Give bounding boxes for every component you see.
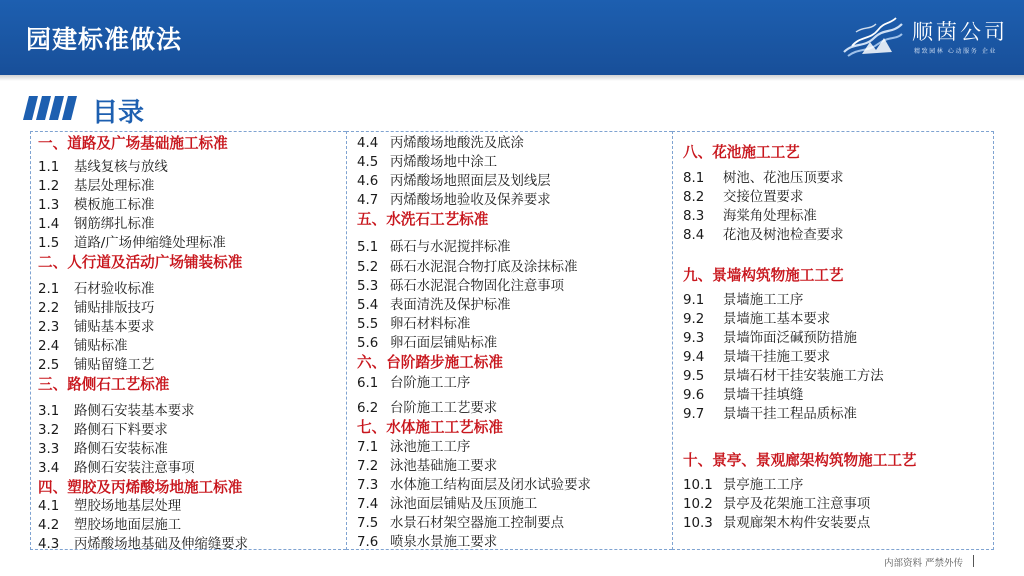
toc-item [357, 239, 511, 257]
toc-item-label: 海棠角处理标准 [723, 209, 817, 224]
logo-icon [840, 12, 906, 60]
toc-item-label: 铺贴标准 [74, 339, 128, 354]
toc-item-label: 塑胶场地面层施工 [74, 518, 182, 533]
toc-item [683, 387, 803, 405]
toc-item [357, 335, 497, 353]
toc-item-number: 6.2 [357, 401, 379, 416]
toc-item [683, 311, 830, 329]
toc-item [683, 330, 857, 348]
toc-item-number: 10.1 [683, 478, 713, 493]
toc-item-label: 景墙施工基本要求 [723, 312, 831, 327]
toc-item [38, 517, 181, 535]
toc-item-label: 景亭及花架施工注意事项 [723, 497, 871, 512]
toc-chapter-heading: 七、水体施工工艺标准 [357, 419, 503, 436]
toc-item-label: 景亭施工工序 [723, 478, 804, 493]
toc-item-number: 7.2 [357, 459, 379, 474]
toc-item-number: 1.3 [38, 198, 60, 213]
toc-item-number: 3.1 [38, 404, 60, 419]
toc-item [357, 477, 591, 495]
toc-item-label: 台阶施工工序 [390, 376, 471, 391]
toc-item [38, 319, 154, 337]
toc-item-number: 1.2 [38, 179, 60, 194]
toc-item [357, 515, 564, 533]
toc-item-label: 表面清洗及保护标准 [390, 298, 511, 313]
toc-item-label: 水体施工结构面层及闭水试验要求 [390, 478, 591, 493]
toc-item-label: 景墙干挂填缝 [723, 388, 804, 403]
heading-stripes-icon [24, 96, 80, 120]
toc-item-label: 花池及树池检查要求 [723, 228, 844, 243]
page-title: 园建标准做法 [26, 25, 183, 54]
toc-item-label: 铺贴排版技巧 [74, 301, 155, 316]
toc-item-label: 砾石与水泥搅拌标准 [390, 240, 511, 255]
toc-item-number: 7.1 [357, 440, 379, 455]
toc-chapter-heading: 八、花池施工工艺 [683, 144, 800, 161]
toc-item-label: 砾石水泥混合物固化注意事项 [390, 279, 565, 294]
toc-item [357, 375, 470, 393]
toc-item [357, 400, 497, 418]
toc-item-number: 4.2 [38, 518, 60, 533]
toc-chapter-heading: 二、人行道及活动广场铺装标准 [38, 254, 243, 271]
toc-item-number: 1.5 [38, 236, 60, 251]
toc-item-number: 9.2 [683, 312, 705, 327]
toc-item-label: 景观廊架木构件安装要点 [723, 516, 871, 531]
toc-item [357, 154, 497, 172]
toc-item-number: 4.1 [38, 499, 60, 514]
toc-item-label: 模板施工标准 [74, 198, 155, 213]
toc-item-label: 铺贴基本要求 [74, 320, 155, 335]
toc-item-label: 铺贴留缝工艺 [74, 358, 155, 373]
toc-item [357, 278, 564, 296]
toc-item [683, 496, 870, 514]
toc-chapter-heading: 四、塑胶及丙烯酸场地施工标准 [38, 479, 243, 496]
toc-item-label: 泳池基础施工要求 [390, 459, 498, 474]
toc-item-label: 路侧石下料要求 [74, 423, 168, 438]
toc-item-number: 9.3 [683, 331, 705, 346]
toc-chapter-heading: 一、道路及广场基础施工标准 [38, 135, 228, 152]
toc-item-number: 4.5 [357, 155, 379, 170]
toc-item [38, 403, 195, 421]
toc-item-number: 6.1 [357, 376, 379, 391]
toc-item-number: 9.7 [683, 407, 705, 422]
toc-item-label: 景墙石材干挂安装施工方法 [723, 369, 884, 384]
toc-item [357, 297, 511, 315]
toc-item [357, 173, 551, 191]
toc-item-number: 8.3 [683, 209, 705, 224]
toc-item [38, 178, 154, 196]
toc-item-number: 5.6 [357, 336, 379, 351]
toc-item [38, 159, 168, 177]
toc-item-label: 丙烯酸场地基础及伸缩缝要求 [74, 537, 249, 552]
toc-item [38, 357, 154, 375]
toc-item-number: 7.6 [357, 535, 379, 550]
toc-item-label: 丙烯酸场地酸洗及底涂 [390, 136, 524, 151]
toc-item-label: 交接位置要求 [723, 190, 804, 205]
toc-item-number: 1.1 [38, 160, 60, 175]
toc-item [38, 281, 154, 299]
toc-item-number: 5.3 [357, 279, 379, 294]
toc-item-label: 钢筋绑扎标准 [74, 217, 155, 232]
toc-item [38, 422, 168, 440]
toc-item [38, 460, 195, 478]
toc-item-label: 砾石水泥混合物打底及涂抹标准 [390, 260, 578, 275]
toc-item-number: 9.5 [683, 369, 705, 384]
header-bar [0, 0, 1024, 75]
toc-item-label: 丙烯酸场地验收及保养要求 [390, 193, 551, 208]
toc-chapter-heading: 十、景亭、景观廊架构筑物施工工艺 [683, 452, 917, 469]
toc-item-number: 5.5 [357, 317, 379, 332]
toc-item [683, 515, 870, 533]
toc-chapter-heading: 五、水洗石工艺标准 [357, 211, 489, 228]
header-shadow [0, 75, 1024, 81]
toc-item-label: 路侧石安装标准 [74, 442, 168, 457]
toc-item-label: 景墙饰面泛碱预防措施 [723, 331, 857, 346]
toc-item-number: 9.1 [683, 293, 705, 308]
toc-item [38, 338, 128, 356]
toc-item [683, 406, 857, 424]
toc-item-label: 泳池面层铺贴及压顶施工 [390, 497, 538, 512]
footer-divider [973, 555, 974, 567]
toc-item [683, 477, 803, 495]
toc-item-number: 5.1 [357, 240, 379, 255]
toc-item [683, 349, 830, 367]
toc-item-label: 路侧石安装基本要求 [74, 404, 195, 419]
toc-item-label: 丙烯酸场地中涂工 [390, 155, 498, 170]
toc-item-number: 3.4 [38, 461, 60, 476]
toc-item-label: 塑胶场地基层处理 [74, 499, 182, 514]
toc-item-label: 丙烯酸场地照面层及划线层 [390, 174, 551, 189]
toc-item-label: 树池、花池压顶要求 [723, 171, 844, 186]
toc-item [38, 536, 248, 554]
toc-item-number: 8.1 [683, 171, 705, 186]
toc-item-label: 石材验收标准 [74, 282, 155, 297]
toc-item-number: 2.5 [38, 358, 60, 373]
toc-item-label: 路侧石安装注意事项 [74, 461, 195, 476]
toc-item [683, 292, 803, 310]
toc-item [683, 170, 844, 188]
toc-item-number: 10.3 [683, 516, 713, 531]
toc-item [683, 227, 844, 245]
toc-item-label: 景墙施工工序 [723, 293, 804, 308]
toc-item [357, 192, 551, 210]
toc-item-number: 8.2 [683, 190, 705, 205]
toc-item [357, 439, 470, 457]
toc-item [38, 300, 154, 318]
toc-item-number: 1.4 [38, 217, 60, 232]
toc-item-number: 5.4 [357, 298, 379, 313]
toc-item-number: 10.2 [683, 497, 713, 512]
toc-item [38, 441, 168, 459]
toc-item-number: 7.5 [357, 516, 379, 531]
toc-item-number: 2.3 [38, 320, 60, 335]
toc-item-number: 3.2 [38, 423, 60, 438]
toc-item [38, 235, 226, 253]
toc-item-number: 4.3 [38, 537, 60, 552]
toc-item [357, 496, 537, 514]
footer-note: 内部资料 严禁外传 [884, 558, 964, 569]
toc-item [683, 189, 803, 207]
toc-item-number: 7.3 [357, 478, 379, 493]
toc-item-number: 4.6 [357, 174, 379, 189]
toc-item [38, 197, 154, 215]
toc-item-number: 2.4 [38, 339, 60, 354]
toc-item [683, 368, 884, 386]
toc-item [357, 316, 470, 334]
toc-item-label: 卵石材料标准 [390, 317, 471, 332]
toc-item-label: 卵石面层铺贴标准 [390, 336, 498, 351]
toc-item [38, 216, 154, 234]
toc-item [357, 259, 577, 277]
section-title: 目录 [92, 98, 145, 128]
toc-item-number: 8.4 [683, 228, 705, 243]
toc-chapter-heading: 三、路侧石工艺标准 [38, 376, 170, 393]
toc-item [683, 208, 817, 226]
toc-item-label: 台阶施工工艺要求 [390, 401, 498, 416]
toc-item-number: 2.2 [38, 301, 60, 316]
toc-item-label: 景墙干挂工程品质标准 [723, 407, 857, 422]
toc-item-label: 喷泉水景施工要求 [390, 535, 498, 550]
toc-item [357, 534, 497, 552]
toc-item-number: 3.3 [38, 442, 60, 457]
toc-item-label: 景墙干挂施工要求 [723, 350, 831, 365]
toc-item [357, 458, 497, 476]
toc-item-label: 基层处理标准 [74, 179, 155, 194]
toc-item-label: 基线复核与放线 [74, 160, 168, 175]
toc-item [38, 498, 181, 516]
toc-item-number: 7.4 [357, 497, 379, 512]
toc-item-label: 道路/广场伸缩缝处理标准 [74, 236, 226, 251]
toc-item [357, 135, 524, 153]
toc-item-number: 9.6 [683, 388, 705, 403]
toc-item-number: 9.4 [683, 350, 705, 365]
toc-item-number: 2.1 [38, 282, 60, 297]
toc-item-number: 4.7 [357, 193, 379, 208]
toc-item-label: 泳池施工工序 [390, 440, 471, 455]
toc-item-number: 5.2 [357, 260, 379, 275]
toc-item-number: 4.4 [357, 136, 379, 151]
toc-chapter-heading: 九、景墙构筑物施工工艺 [683, 267, 844, 284]
logo-name: 顺茵公司 [912, 20, 1008, 44]
toc-item-label: 水景石材架空器施工控制要点 [390, 516, 565, 531]
toc-chapter-heading: 六、台阶踏步施工标准 [357, 354, 503, 371]
logo-slogan: 精致园林 心动服务 企业 [914, 48, 998, 55]
